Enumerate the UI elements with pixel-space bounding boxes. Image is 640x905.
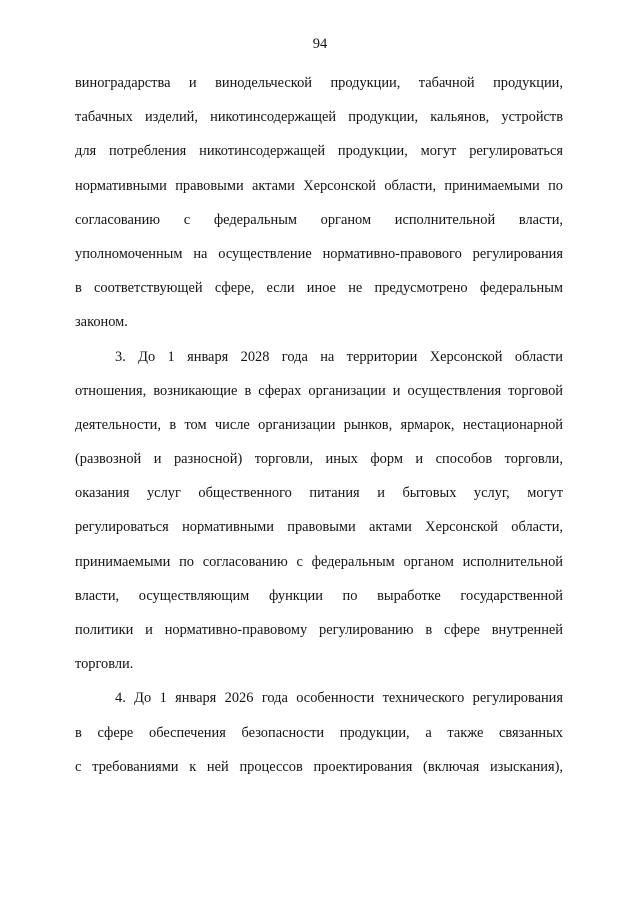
text-line: (развозной и разносной) торговли, иных форм и способов торговли, [75, 451, 563, 468]
text-line: торговли. [75, 656, 134, 673]
text-line: в сфере обеспечения безопасности продукции, а также связанных [75, 724, 563, 741]
paragraph-item-3 [75, 340, 563, 682]
text-line: власти, осуществляющим функции по выработке государственной [75, 587, 563, 604]
text-line: оказания услуг общественного питания и бытовых услуг, могут [75, 485, 563, 502]
text-line: нормативными правовыми актами Херсонской области, принимаемыми по [75, 177, 563, 194]
text-line: законом. [75, 314, 128, 331]
text-line: виноградарства и винодельческой продукции, табачной продукции, [75, 75, 563, 91]
text-line: принимаемыми по согласованию с федеральным органом исполнительной [75, 553, 563, 570]
text-line: согласованию с федеральным органом исполнительной власти, [75, 211, 563, 228]
page-number: 94 [312, 36, 328, 52]
text-line: табачных изделий, никотинсодержащей продукции, кальянов, устройств [75, 109, 563, 126]
text-line: политики и нормативно-правовому регулированию в сфере внутренней [75, 622, 563, 638]
text-line: отношения, возникающие в сферах организации и осуществления торговой [75, 382, 563, 399]
text-line: деятельности, в том числе организации рынков, ярмарок, нестационарной [75, 416, 563, 433]
document-body [75, 66, 563, 784]
text-line: в соответствующей сфере, если иное не предусмотрено федеральным [75, 280, 563, 297]
text-line: для потребления никотинсодержащей продукции, могут регулироваться [75, 143, 563, 160]
text-line: 4. До 1 января 2026 года особенности технического регулирования [115, 690, 563, 707]
text-line: с требованиями к ней процессов проектирования (включая изыскания), [75, 758, 563, 775]
text-line: регулироваться нормативными правовыми актами Херсонской области, [75, 519, 563, 536]
text-line: 3. До 1 января 2028 года на территории Херсонской области [115, 348, 563, 365]
paragraph-continuation [75, 66, 563, 340]
text-line: уполномоченным на осуществление нормативно-правового регулирования [75, 245, 563, 262]
paragraph-item-4 [75, 681, 563, 784]
